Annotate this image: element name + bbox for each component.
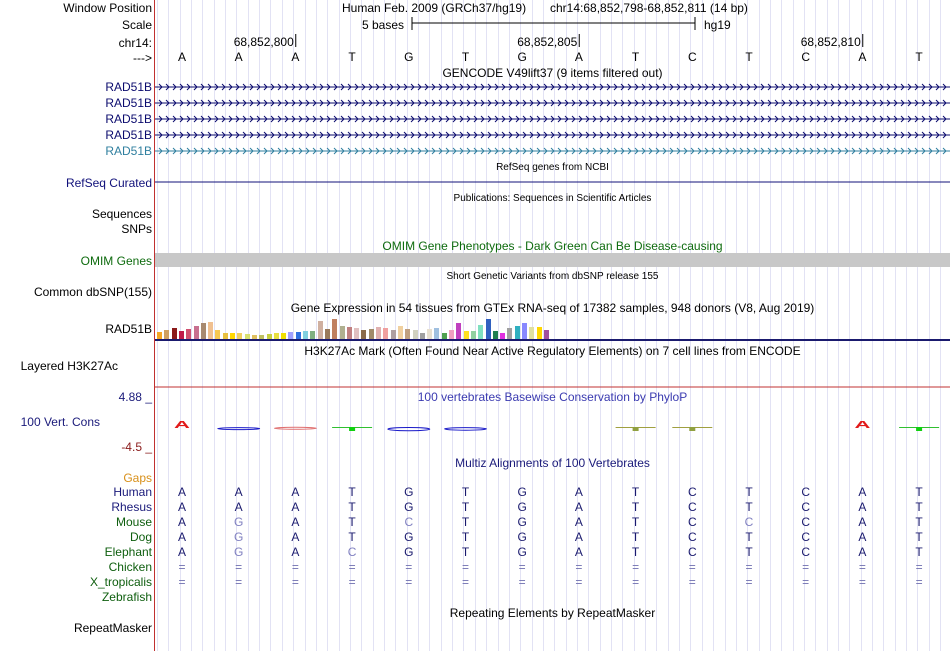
scale-bar-text: 5 bases — [362, 18, 405, 32]
alignment-base: = — [235, 575, 243, 589]
species-label[interactable]: Zebrafish — [101, 590, 152, 604]
phylop-score-mark — [916, 427, 922, 431]
gtex-tissue-bar[interactable] — [157, 332, 162, 339]
coordinate-label: 68,852,810 — [800, 35, 861, 49]
alignment-base: T — [745, 500, 753, 514]
common-dbsnp-label[interactable]: Common dbSNP(155) — [33, 285, 152, 299]
gtex-tissue-bar[interactable] — [420, 333, 425, 339]
alignment-base: C — [404, 515, 414, 529]
alignment-base: T — [631, 485, 640, 499]
gtex-tissue-bar[interactable] — [434, 328, 439, 339]
gtex-tissue-bar[interactable] — [208, 322, 213, 339]
gtex-tissue-bar[interactable] — [398, 326, 403, 339]
scale-db-text: hg19 — [704, 18, 731, 32]
gtex-tissue-bar[interactable] — [267, 334, 272, 339]
alignment-base: = — [461, 575, 469, 589]
omim-genes-label[interactable]: OMIM Genes — [80, 254, 152, 268]
gtex-tissue-bar[interactable] — [164, 330, 169, 339]
gtex-tissue-bar[interactable] — [186, 329, 191, 339]
phylop-track-title[interactable]: 100 vertebrates Basewise Conservation by PhyloP — [417, 390, 688, 404]
coordinate-ticks — [296, 34, 863, 47]
species-label[interactable]: Chicken — [108, 560, 152, 574]
alignment-base: C — [801, 515, 811, 529]
alignment-base: T — [348, 500, 356, 514]
reference-base: C — [801, 50, 811, 64]
alignment-base: = — [915, 560, 923, 574]
alignment-base: A — [858, 530, 867, 544]
alignment-base: C — [687, 500, 697, 514]
gtex-tissue-bar[interactable] — [456, 323, 461, 339]
window-position-value: chr14:68,852,798-68,852,811 (14 bp) — [550, 1, 748, 15]
gtex-tissue-bar[interactable] — [442, 333, 447, 339]
gtex-tissue-bar[interactable] — [391, 330, 396, 339]
reference-base: G — [404, 50, 414, 64]
phylop-conservation-graph[interactable] — [174, 419, 939, 431]
alignment-base: A — [574, 545, 583, 559]
alignment-base: = — [575, 575, 583, 589]
gtex-tissue-bar[interactable] — [296, 332, 301, 339]
alignment-base: = — [291, 560, 299, 574]
reference-base: T — [348, 50, 356, 64]
phylop-base-glyph: A — [854, 419, 871, 431]
multiz-track-title[interactable]: Multiz Alignments of 100 Vertebrates — [455, 456, 650, 470]
gtex-tissue-bar[interactable] — [405, 329, 410, 339]
alignment-base: T — [631, 515, 640, 529]
phylop-base-glyph: A — [174, 419, 190, 431]
phylop-negative-glyph — [388, 428, 430, 431]
gtex-tissue-bar[interactable] — [281, 333, 286, 339]
reference-base: C — [687, 50, 697, 64]
alignment-base: = — [858, 575, 866, 589]
h3k27ac-label[interactable]: Layered H3K27Ac — [20, 359, 118, 373]
alignment-base: G — [517, 485, 527, 499]
alignment-base: A — [574, 500, 583, 514]
alignment-base: = — [802, 575, 810, 589]
species-label[interactable]: Rhesus — [111, 500, 152, 514]
reference-base: A — [858, 50, 867, 64]
gtex-tissue-bar[interactable] — [493, 331, 498, 339]
alignment-base: A — [177, 515, 186, 529]
refseq-curated-label[interactable]: RefSeq Curated — [65, 176, 152, 190]
alignment-base: T — [745, 545, 753, 559]
alignment-base: = — [405, 560, 413, 574]
alignment-base: T — [461, 545, 470, 559]
alignment-base: A — [234, 500, 243, 514]
alignment-base: A — [574, 530, 583, 544]
gtex-tissue-bar[interactable] — [194, 326, 199, 339]
gencode-transcript-label[interactable]: RAD51B — [105, 112, 152, 126]
alignment-base: = — [858, 560, 866, 574]
alignment-base: A — [574, 515, 583, 529]
window-position-label: Window Position — [63, 1, 152, 15]
gencode-transcript-label[interactable]: RAD51B — [105, 96, 152, 110]
gencode-track-title[interactable]: GENCODE V49lift37 (9 items filtered out) — [442, 66, 663, 80]
sequences-label[interactable]: Sequences — [91, 207, 152, 221]
alignment-base: = — [405, 575, 413, 589]
gtex-tissue-bar[interactable] — [413, 330, 418, 339]
alignment-base: G — [234, 545, 244, 559]
alignment-base: G — [404, 545, 414, 559]
alignment-base: = — [178, 575, 186, 589]
alignment-base: T — [461, 515, 470, 529]
alignment-base: C — [744, 515, 754, 529]
gtex-tissue-bar[interactable] — [332, 319, 337, 339]
alignment-base: G — [517, 515, 527, 529]
phylop-negative-glyph — [274, 427, 316, 429]
gtex-tissue-bar[interactable] — [369, 329, 374, 339]
alignment-base: = — [632, 575, 640, 589]
gtex-tissue-bar[interactable] — [230, 333, 235, 339]
alignment-base: C — [687, 485, 697, 499]
dbsnp-track-title[interactable]: Short Genetic Variants from dbSNP release 155 — [446, 271, 659, 282]
reference-base: A — [177, 50, 186, 64]
reference-base: G — [517, 50, 527, 64]
phylop-max-label: 4.88 _ — [118, 390, 152, 404]
alignment-base: T — [745, 530, 753, 544]
gtex-expression-bars[interactable] — [155, 318, 555, 339]
species-label[interactable]: Human — [113, 485, 152, 499]
gtex-tissue-bar[interactable] — [427, 329, 432, 339]
phylop-score-mark — [689, 427, 695, 431]
reference-base: T — [461, 50, 470, 64]
strand-label: ---> — [133, 51, 152, 65]
gtex-tissue-bar[interactable] — [179, 331, 184, 339]
alignment-base: A — [291, 530, 300, 544]
alignment-base: = — [348, 575, 356, 589]
alignment-base: T — [915, 545, 923, 559]
alignment-base: T — [745, 485, 753, 499]
species-label[interactable]: X_tropicalis — [89, 575, 152, 589]
track-image[interactable] — [155, 0, 950, 651]
alignment-base: T — [915, 485, 923, 499]
gtex-tissue-bar[interactable] — [478, 325, 483, 339]
reference-base: A — [234, 50, 243, 64]
alignment-base: G — [517, 530, 527, 544]
alignment-base: G — [517, 545, 527, 559]
reference-base: A — [574, 50, 583, 64]
gencode-gene-lines[interactable] — [155, 84, 950, 154]
alignment-base: G — [234, 530, 244, 544]
alignment-base: C — [801, 545, 811, 559]
alignment-base: = — [688, 560, 696, 574]
alignment-base: A — [291, 515, 300, 529]
alignment-base: T — [915, 530, 923, 544]
reference-base: T — [915, 50, 923, 64]
alignment-base: = — [688, 575, 696, 589]
gtex-tissue-bar[interactable] — [449, 330, 454, 339]
alignment-base: = — [745, 560, 753, 574]
gtex-tissue-bar[interactable] — [529, 327, 534, 339]
alignment-base: = — [575, 560, 583, 574]
gtex-tissue-bar[interactable] — [318, 321, 323, 339]
reference-base: T — [631, 50, 640, 64]
refseq-track-title[interactable]: RefSeq genes from NCBI — [496, 162, 609, 173]
gtex-tissue-bar[interactable] — [259, 335, 264, 339]
phylop-negative-glyph — [218, 428, 260, 430]
phylop-negative-glyph — [445, 428, 487, 431]
omim-gene-bar[interactable] — [155, 253, 950, 267]
phylop-score-mark — [633, 427, 639, 431]
snps-label[interactable]: SNPs — [121, 222, 152, 236]
gtex-tissue-bar[interactable] — [515, 326, 520, 339]
track-labels-column — [0, 0, 155, 651]
gtex-tissue-bar[interactable] — [500, 333, 505, 339]
alignment-base: A — [858, 515, 867, 529]
gtex-tissue-bar[interactable] — [274, 333, 279, 339]
species-label[interactable]: Dog — [129, 530, 152, 544]
alignment-base: A — [177, 545, 186, 559]
alignment-base: T — [461, 500, 470, 514]
alignment-base: T — [631, 530, 640, 544]
alignment-base: T — [631, 500, 640, 514]
gtex-tissue-bar[interactable] — [223, 333, 228, 339]
gtex-tissue-bar[interactable] — [288, 332, 293, 339]
assembly-title: Human Feb. 2009 (GRCh37/hg19) — [342, 1, 527, 15]
alignment-base: = — [235, 560, 243, 574]
alignment-base: G — [404, 500, 414, 514]
alignment-base: T — [348, 485, 356, 499]
alignment-base: = — [915, 575, 923, 589]
omim-track-title[interactable]: OMIM Gene Phenotypes - Dark Green Can Be Disease-causing — [382, 239, 723, 253]
phylop-track-label[interactable]: 100 Vert. Cons — [20, 415, 100, 429]
alignment-base: T — [461, 530, 470, 544]
alignment-base: A — [177, 500, 186, 514]
alignment-base: A — [177, 530, 186, 544]
gtex-tissue-bar[interactable] — [237, 333, 242, 339]
reference-base: T — [745, 50, 753, 64]
alignment-base: A — [291, 485, 300, 499]
species-label[interactable]: Elephant — [104, 545, 152, 559]
gtex-tissue-bar[interactable] — [537, 327, 542, 339]
coordinate-label: 68,852,805 — [517, 35, 578, 49]
alignment-base: T — [915, 500, 923, 514]
alignment-base: A — [291, 545, 300, 559]
alignment-base: = — [632, 560, 640, 574]
coordinate-label: 68,852,800 — [233, 35, 294, 49]
gtex-tissue-bar[interactable] — [252, 335, 257, 339]
gtex-tissue-bar[interactable] — [354, 328, 359, 339]
gtex-tissue-bar[interactable] — [361, 330, 366, 339]
h3k27ac-track-title[interactable]: H3K27Ac Mark (Often Found Near Active Regulatory Elements) on 7 cell lines from ENCODE — [304, 344, 801, 358]
alignment-base: = — [518, 575, 526, 589]
alignment-base: C — [347, 545, 357, 559]
alignment-base: T — [461, 485, 470, 499]
gencode-transcript-label[interactable]: RAD51B — [105, 144, 152, 158]
alignment-base: G — [234, 515, 244, 529]
reference-base: A — [291, 50, 300, 64]
alignment-base: C — [801, 530, 811, 544]
alignment-base: C — [801, 500, 811, 514]
alignment-base: A — [234, 485, 243, 499]
gencode-transcript-label[interactable]: RAD51B — [105, 80, 152, 94]
species-label[interactable]: Mouse — [115, 515, 152, 529]
gtex-tissue-bar[interactable] — [310, 331, 315, 339]
alignment-base: C — [687, 545, 697, 559]
chrom-label: chr14: — [118, 36, 152, 50]
gtex-tissue-bar[interactable] — [201, 323, 206, 339]
phylop-min-label: -4.5 _ — [121, 440, 152, 454]
alignment-base: G — [517, 500, 527, 514]
gtex-track-title[interactable]: Gene Expression in 54 tissues from GTEx RNA-seq of 17382 samples, 948 donors (V8, Aug 2019) — [290, 301, 815, 315]
gaps-label[interactable]: Gaps — [123, 471, 152, 485]
gtex-tissue-bar[interactable] — [303, 331, 308, 339]
gencode-transcript-label[interactable]: RAD51B — [105, 128, 152, 142]
alignment-base: = — [461, 560, 469, 574]
gtex-tissue-bar[interactable] — [464, 331, 469, 339]
gtex-tissue-bar[interactable] — [325, 329, 330, 339]
alignment-base: = — [802, 560, 810, 574]
gtex-tissue-bar[interactable] — [471, 331, 476, 339]
gtex-tissue-bar[interactable] — [347, 327, 352, 339]
alignment-base: A — [858, 545, 867, 559]
alignment-base: C — [687, 515, 697, 529]
gtex-tissue-bar[interactable] — [486, 319, 491, 339]
alignment-base: = — [291, 575, 299, 589]
alignment-base: = — [518, 560, 526, 574]
publications-track-title[interactable]: Publications: Sequences in Scientific Articles — [453, 193, 652, 204]
alignment-base: = — [348, 560, 356, 574]
alignment-base: T — [348, 530, 356, 544]
alignment-base: T — [915, 515, 923, 529]
alignment-base: T — [631, 545, 640, 559]
scale-label: Scale — [121, 18, 152, 32]
gtex-tissue-bar[interactable] — [507, 328, 512, 339]
alignment-base: G — [404, 530, 414, 544]
alignment-base: A — [177, 485, 186, 499]
gtex-tissue-bar[interactable] — [245, 334, 250, 339]
gtex-tissue-bar[interactable] — [383, 328, 388, 339]
gtex-gene-label[interactable]: RAD51B — [105, 322, 152, 336]
gtex-tissue-bar[interactable] — [172, 328, 177, 339]
alignment-base: T — [348, 515, 356, 529]
alignment-base: A — [858, 485, 867, 499]
alignment-base: A — [291, 500, 300, 514]
alignment-base: = — [178, 560, 186, 574]
alignment-base: A — [574, 485, 583, 499]
repeatmasker-track-title[interactable]: Repeating Elements by RepeatMasker — [449, 606, 656, 620]
alignment-base: C — [687, 530, 697, 544]
phylop-score-mark — [349, 427, 355, 431]
gtex-tissue-bar[interactable] — [215, 330, 220, 339]
repeatmasker-label[interactable]: RepeatMasker — [73, 621, 152, 635]
gtex-tissue-bar[interactable] — [522, 323, 527, 339]
gtex-tissue-bar[interactable] — [376, 327, 381, 339]
alignment-base: A — [858, 500, 867, 514]
alignment-base: G — [404, 485, 414, 499]
gtex-tissue-bar[interactable] — [340, 326, 345, 339]
gtex-tissue-bar[interactable] — [544, 330, 549, 339]
alignment-base: C — [801, 485, 811, 499]
scale-bar — [412, 17, 695, 30]
alignment-base: = — [745, 575, 753, 589]
